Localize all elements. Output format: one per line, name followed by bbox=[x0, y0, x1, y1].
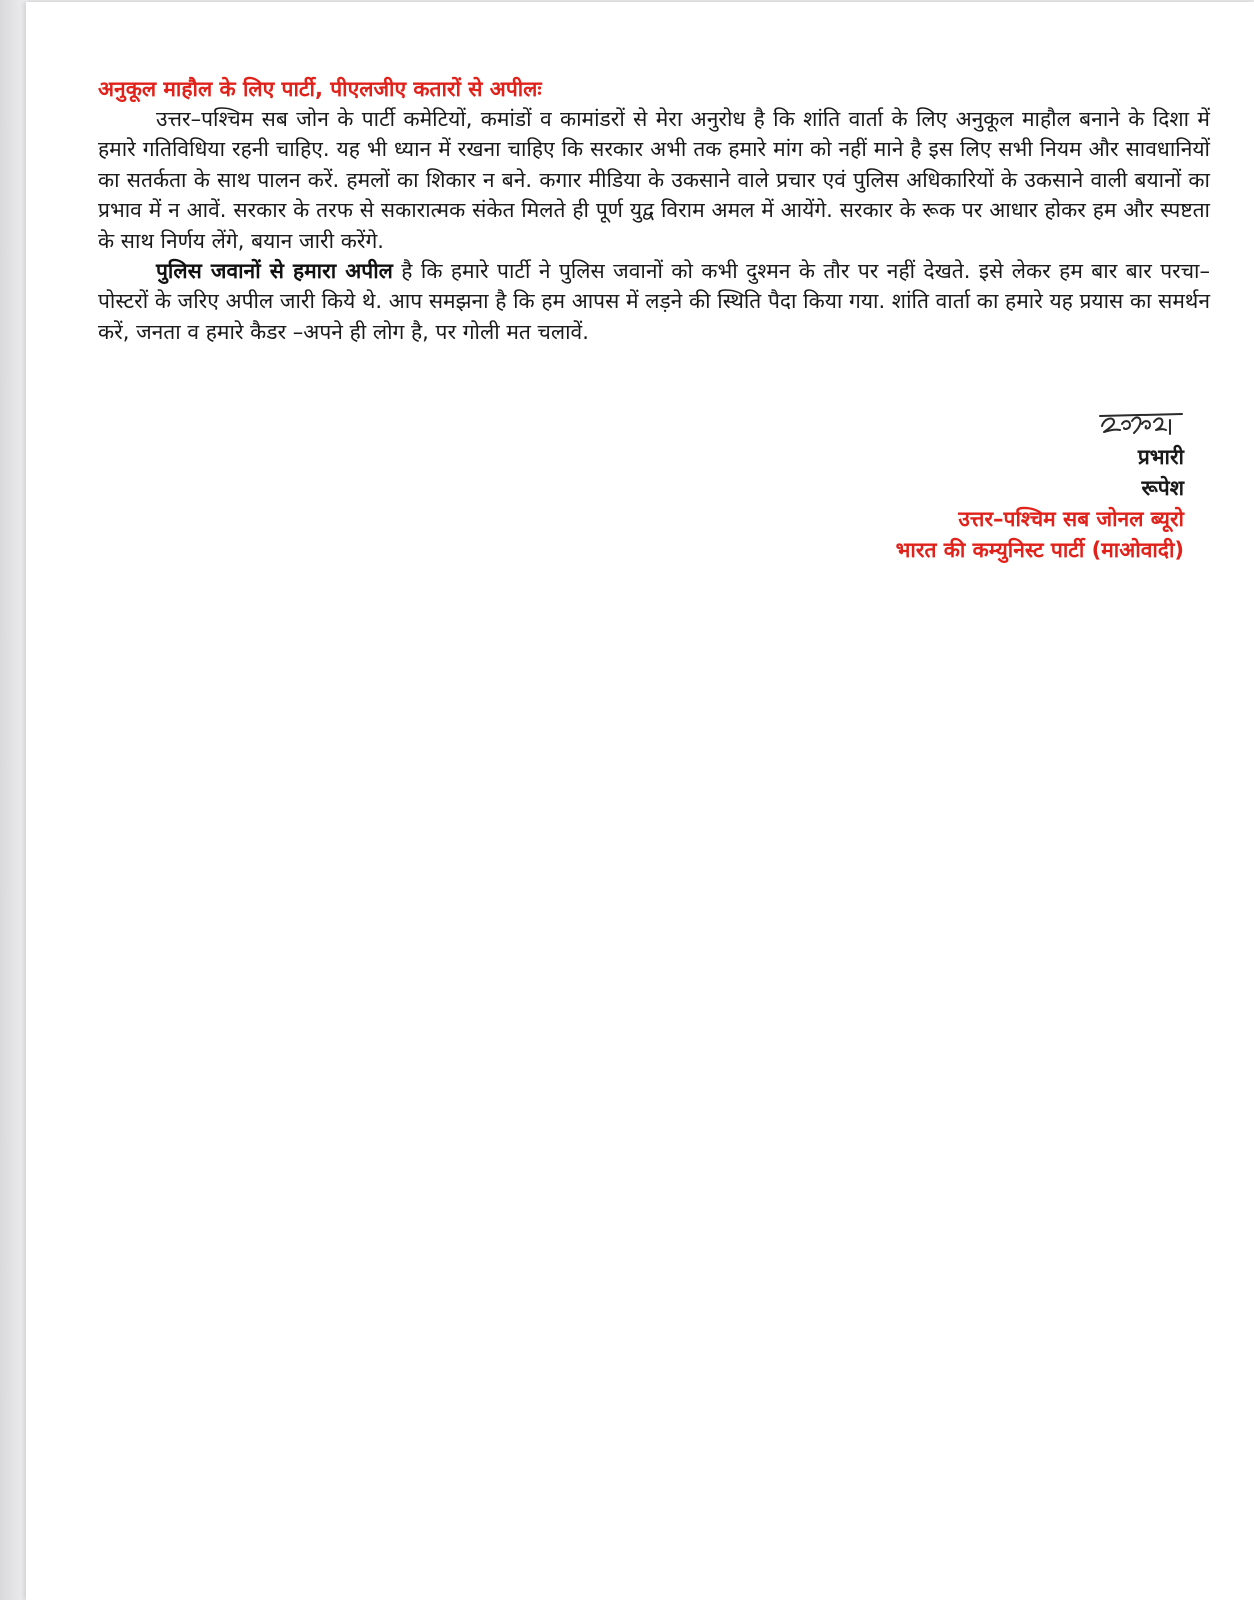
paragraph-appeal-party: उत्तर–पश्चिम सब जोन के पार्टी कमेटियों, कमांडों व कामांडरों से मेरा अनुरोध है कि शांति वार्ता के लिए अनुकूल माहौल बनाने के दिशा में हमारे गतिविधिया रहनी चाहिए. यह भी ध्यान में रखना चाहिए कि सरकार अभी तक हमारे मांग को नहीं माने है इस लिए सभी नियम और सावधानियों का सतर्कता के साथ पालन करें. हमलों का शिकार न बने. कगार मीडिया के उकसाने वाले प्रचार एवं पुलिस अधिकारियों के उकसाने वाली बयानों का प्रभाव में न आवें. सरकार के तरफ से सकारात्मक संकेत मिलते ही पूर्ण युद्व विराम अमल में आयेंगे. सरकार के रूक पर आधार होकर हम और स्पष्टता के साथ निर्णय लेंगे, बयान जारी करेंगे. bbox=[98, 107, 1210, 253]
document-body bbox=[98, 74, 1210, 347]
signature-block bbox=[896, 404, 1184, 566]
police-appeal-text: है कि हमारे पार्टी ने पुलिस जवानों को कभी दुश्मन के तौर पर नहीं देखते. इसे लेकर हम बार बार परचा–पोस्टरों के जरिए अपील जारी किये थे. आप समझना है कि हम आपस में लड़ने की स्थिति पैदा किया गया. शांति वार्ता का हमारे यह प्रयास का समर्थन करें, जनता व हमारे कैडर –अपने ही लोग है, पर गोली मत चलावें. bbox=[98, 259, 1210, 344]
handwritten-signature bbox=[1098, 404, 1184, 440]
document-heading: अनुकूल माहौल के लिए पार्टी, पीएलजीए कतारों से अपीलः bbox=[98, 77, 542, 101]
party-name: भारत की कम्युनिस्ट पार्टी (माओवादी) bbox=[895, 538, 1184, 562]
signatory-title: प्रभारी bbox=[1137, 445, 1184, 469]
paragraph-appeal-police bbox=[98, 256, 1210, 347]
police-appeal-lead: पुलिस जवानों से हमारा अपील bbox=[156, 259, 393, 284]
document-page bbox=[26, 2, 1254, 1600]
bureau-name: उत्तर–पश्चिम सब जोनल ब्यूरो bbox=[958, 507, 1184, 531]
signatory-name: रूपेश bbox=[1141, 476, 1184, 500]
page-edge-shadow bbox=[0, 0, 28, 1600]
